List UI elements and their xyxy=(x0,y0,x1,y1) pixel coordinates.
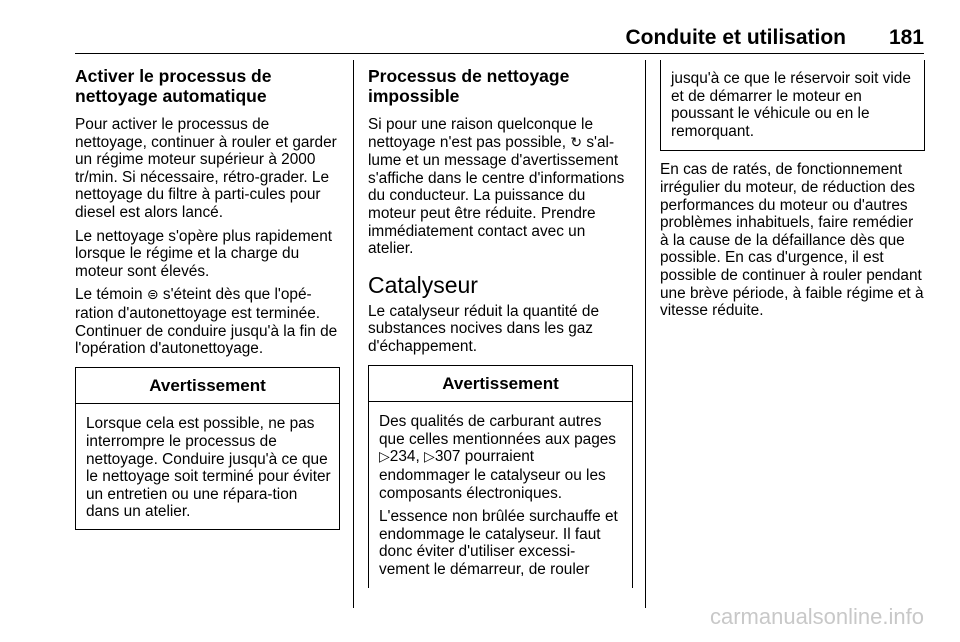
text: Si pour une raison quelconque le nettoyage n'est pas possible, xyxy=(368,116,594,151)
column-2 xyxy=(368,66,633,588)
header-rule xyxy=(75,53,924,54)
section-title-catalyseur: Catalyseur xyxy=(368,271,478,298)
warning-text: jusqu'à ce que le réservoir soit vide et de démarrer le moteur en poussant le véhicule ou en le remorquant. xyxy=(671,70,911,140)
page-ref[interactable]: 307 xyxy=(434,448,461,466)
warning-text xyxy=(379,413,624,502)
heading-cleaning-activation: Activer le processus de nettoyage automatique xyxy=(75,66,272,106)
text: Des qualités de carburant autres que celles mentionnées aux pages xyxy=(379,413,617,448)
paragraph: Le nettoyage s'opère plus rapidement lorsque le régime et la charge du moteur sont élevés. xyxy=(75,227,333,280)
column-divider-1 xyxy=(353,60,354,608)
warning-text: Lorsque cela est possible, ne pas interrompre le processus de nettoyage. Conduire jusqu'à ce que le nettoyage soit terminé pour éviter un entretien ou une répara-tion dans un atelier. xyxy=(86,415,331,521)
column-1 xyxy=(75,66,340,530)
text: s'al-lume et un message d'avertissement s'affiche dans le centre d'informations du conducteur. La puissance du moteur peut être réduite. Prendre immédiatement contact avec un atelier. xyxy=(368,133,625,258)
warning-text: L'essence non brûlée surchauffe et endommage le catalyseur. Il faut donc éviter d'utiliser excessi-vement le démarreur, de rouler xyxy=(379,508,618,578)
warning-box-continued xyxy=(660,60,925,151)
text: s'éteint dès que l'opé-ration d'autonettoyage est terminée. Continuer de conduire jusqu'à la fin de l'opération d'autonettoyage. xyxy=(75,286,338,358)
page-ref[interactable]: 234 xyxy=(389,448,416,466)
warning-title: Avertissement xyxy=(76,368,339,405)
column-divider-2 xyxy=(645,60,646,608)
paragraph: Le catalyseur réduit la quantité de substances nocives dans les gaz d'échappement. xyxy=(368,302,600,355)
heading-cleaning-impossible: Processus de nettoyage impossible xyxy=(368,66,570,106)
paragraph xyxy=(75,286,340,357)
page-number: 181 xyxy=(888,26,924,49)
watermark: carmanualsonline.info xyxy=(709,604,924,629)
warning-body xyxy=(369,402,632,586)
header-title: Conduite et utilisation xyxy=(625,26,846,49)
warning-box xyxy=(75,367,340,530)
page-ref-arrow-icon: ▷ xyxy=(379,449,390,466)
paragraph xyxy=(368,116,633,258)
paragraph: En cas de ratés, de fonctionnement irrégulier du moteur, de réduction des performances du moteur ou d'autres problèmes inhabituels, faire remédier à la cause de la défaillance dès que possible. En cas d'urgence, il est possible de continuer à rouler pendant une brève période, à faible régime et à vitesse réduite. xyxy=(660,161,924,320)
warning-title: Avertissement xyxy=(369,366,632,403)
text: Le témoin xyxy=(75,286,143,304)
paragraph: Pour activer le processus de nettoyage, continuer à rouler et garder un régime moteur supérieur à 2000 tr/min. Si nécessaire, rétro-grader. Le nettoyage du filtre à parti-cules pour diesel est alors lancé. xyxy=(75,116,337,221)
column-3 xyxy=(660,66,925,326)
preheat-warning-icon: ↻ xyxy=(570,134,583,151)
text: , xyxy=(415,448,420,466)
warning-box xyxy=(368,365,633,588)
filter-warning-icon: ⊜ xyxy=(146,287,159,304)
text: pourraient endommager le catalyseur ou les composants électroniques. xyxy=(379,448,606,502)
page-ref-arrow-icon: ▷ xyxy=(424,449,435,466)
page-header xyxy=(75,26,924,56)
